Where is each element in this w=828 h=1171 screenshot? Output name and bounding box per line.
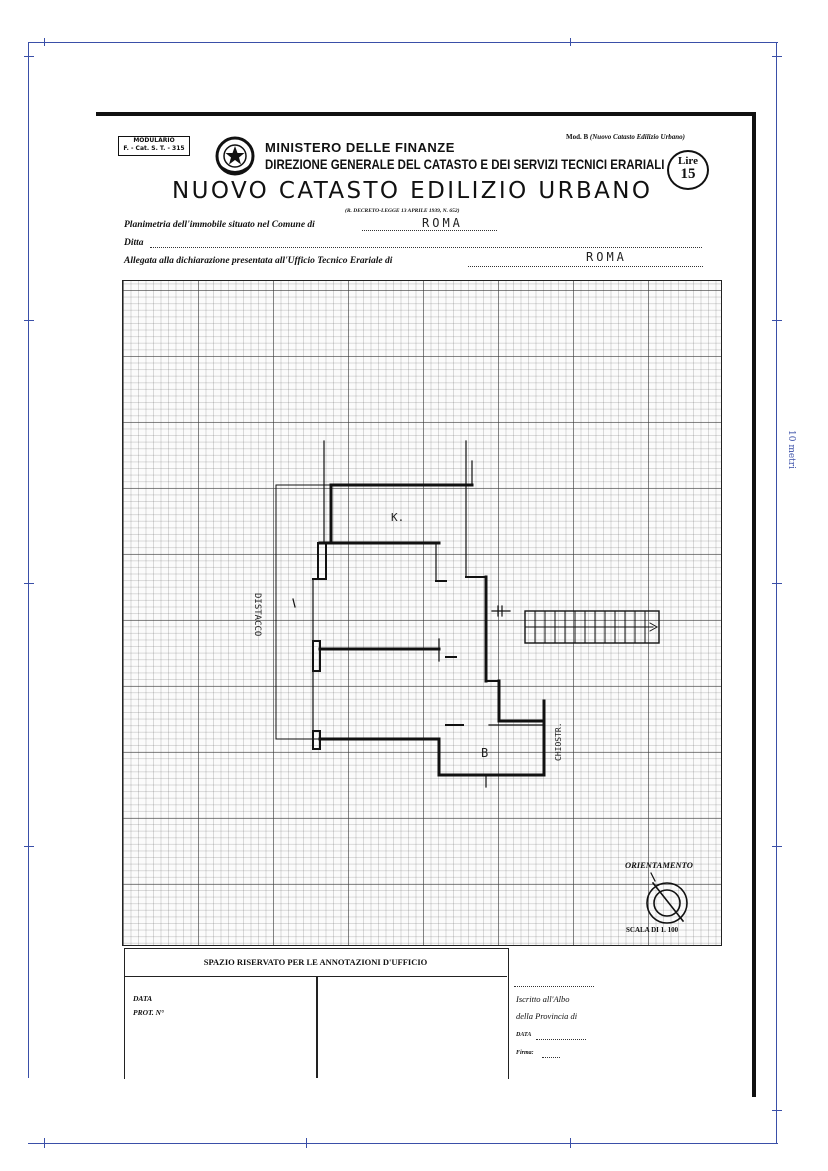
room-label-b: B — [481, 746, 489, 760]
frame-tick — [306, 1138, 307, 1148]
document-top-edge — [96, 112, 756, 116]
scale-bar-label: 10 metri — [786, 430, 796, 469]
scale-label — [626, 926, 678, 934]
chiostrina-label: CHIOSTR. — [554, 722, 563, 761]
frame-left-line — [28, 42, 29, 1078]
room-label-k: K. — [391, 511, 405, 524]
prot-label: PROT. N° — [133, 1008, 165, 1017]
modulario-line1: MODULARIO — [133, 137, 175, 144]
scale-value: 100 — [667, 926, 679, 934]
ditta-label: Ditta — [124, 238, 144, 248]
model-label — [566, 133, 685, 141]
modulario-box — [118, 136, 190, 156]
floor-plan-drawing — [123, 281, 721, 945]
comune-value: ROMA — [422, 216, 463, 230]
ufficio-value: ROMA — [586, 250, 627, 264]
provincia-label: della Provincia di — [516, 1011, 578, 1021]
frame-bottom-line — [28, 1143, 778, 1144]
decree-reference: (R. DECRETO-LEGGE 13 APRILE 1939, N. 652) — [345, 208, 460, 214]
frame-right-line — [776, 42, 777, 1144]
model-suffix: (Nuovo Catasto Edilizio Urbano) — [589, 133, 686, 141]
annotations-header: SPAZIO RISERVATO PER LE ANNOTAZIONI D'UFFICIO — [124, 948, 507, 977]
allegata-label: Allegata alla dichiarazione presentata all'Ufficio Tecnico Erariale di — [124, 256, 393, 266]
lire-stamp — [667, 150, 709, 190]
directorate-title: DIREZIONE GENERALE DEL CATASTO E DEI SERVIZI TECNICI ERARIALI — [265, 156, 665, 172]
planimetria-dotted-line — [362, 230, 497, 231]
document-right-edge — [752, 112, 756, 1097]
data-dotted-line — [536, 1039, 586, 1040]
lire-stamp-label: Lire — [678, 155, 698, 167]
main-title: NUOVO CATASTO EDILIZIO URBANO — [172, 178, 653, 204]
allegata-dotted-line — [468, 266, 703, 267]
republic-emblem-icon — [213, 135, 257, 177]
modulario-line2: F. - Cat. S. T. - 315 — [123, 145, 185, 152]
frame-tick — [24, 56, 34, 57]
firma-label: Firma: — [516, 1050, 534, 1056]
lire-stamp-value: 15 — [680, 166, 696, 182]
frame-tick — [570, 38, 571, 46]
annotations-divider — [316, 977, 318, 1078]
frame-tick — [44, 1138, 45, 1148]
distacco-label: DISTACCO — [252, 593, 262, 637]
orientation-label: ORIENTAMENTO — [625, 860, 693, 870]
frame-top-line — [28, 42, 778, 43]
frame-tick — [772, 1110, 782, 1111]
frame-tick — [24, 583, 34, 584]
ministry-title: MINISTERO DELLE FINANZE — [265, 140, 455, 155]
floor-plan-grid — [122, 280, 722, 946]
frame-tick — [772, 846, 782, 847]
ditta-dotted-line — [150, 247, 702, 248]
model-prefix: Mod. B — [566, 133, 589, 141]
firma-dotted-line — [542, 1057, 560, 1058]
planimetria-label: Planimetria dell'immobile situato nel Comune di — [124, 220, 315, 230]
frame-tick — [44, 38, 45, 46]
frame-tick — [24, 320, 34, 321]
frame-tick — [24, 846, 34, 847]
data-small-label: DATA — [516, 1032, 532, 1038]
data-label: DATA — [133, 994, 153, 1003]
frame-tick — [570, 1138, 571, 1148]
frame-tick — [772, 320, 782, 321]
albo-dotted-line — [514, 986, 594, 987]
frame-tick — [772, 56, 782, 57]
iscritto-label: Iscritto all'Albo — [516, 994, 570, 1004]
frame-tick — [772, 583, 782, 584]
scale-text: SCALA DI 1. — [626, 926, 666, 934]
